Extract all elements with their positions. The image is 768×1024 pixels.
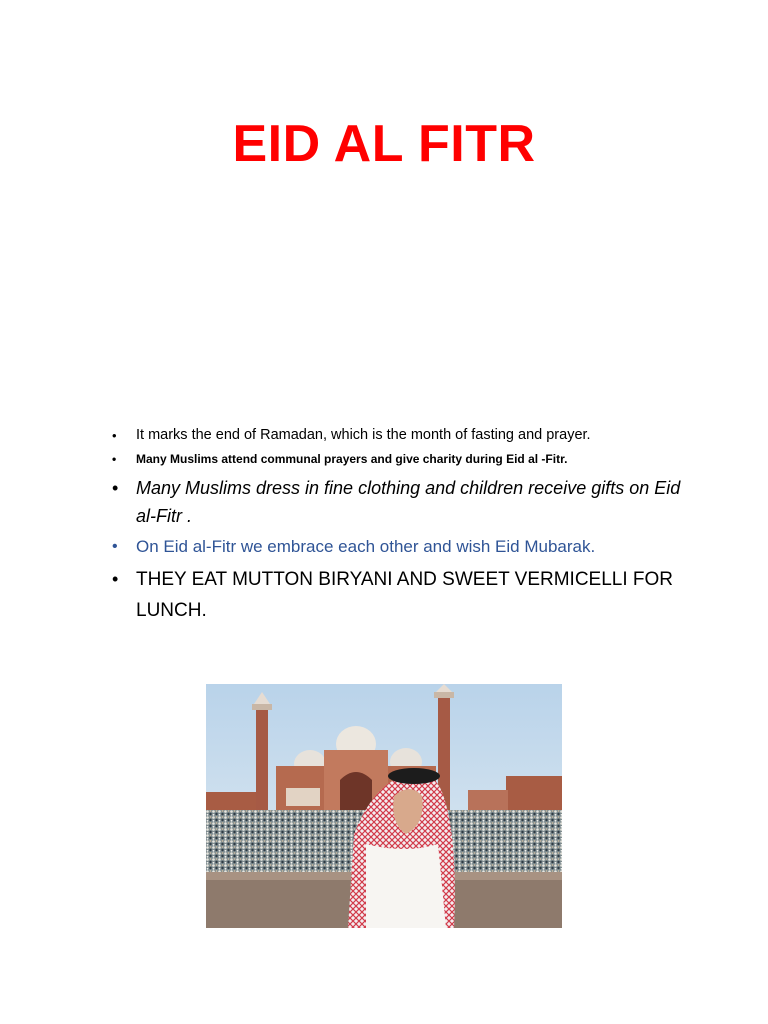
- bullet-icon: •: [112, 538, 118, 555]
- page-title: EID AL FITR: [232, 115, 536, 173]
- list-item: [112, 448, 682, 470]
- bullet-icon: •: [112, 569, 119, 589]
- bullet-icon: •: [112, 428, 117, 443]
- mosque-photo: [206, 684, 562, 928]
- list-item: [112, 534, 682, 560]
- list-item: [112, 564, 682, 626]
- list-item: [112, 474, 682, 530]
- bullet-text: On Eid al-Fitr we embrace each other and wish Eid Mubarak.: [136, 537, 596, 556]
- bullet-text: It marks the end of Ramadan, which is the month of fasting and prayer.: [136, 427, 591, 443]
- bullet-text: Many Muslims dress in fine clothing and children receive gifts on Eid al-Fitr .: [136, 478, 681, 526]
- bullet-list: [112, 424, 682, 626]
- list-item: [112, 424, 682, 446]
- bullet-text: THEY EAT MUTTON BIRYANI AND SWEET VERMICELLI FOR LUNCH.: [136, 569, 674, 621]
- bullet-icon: •: [112, 452, 117, 466]
- bullet-icon: •: [112, 478, 119, 498]
- bullet-text: Many Muslims attend communal prayers and give charity during Eid al -Fitr.: [136, 452, 568, 466]
